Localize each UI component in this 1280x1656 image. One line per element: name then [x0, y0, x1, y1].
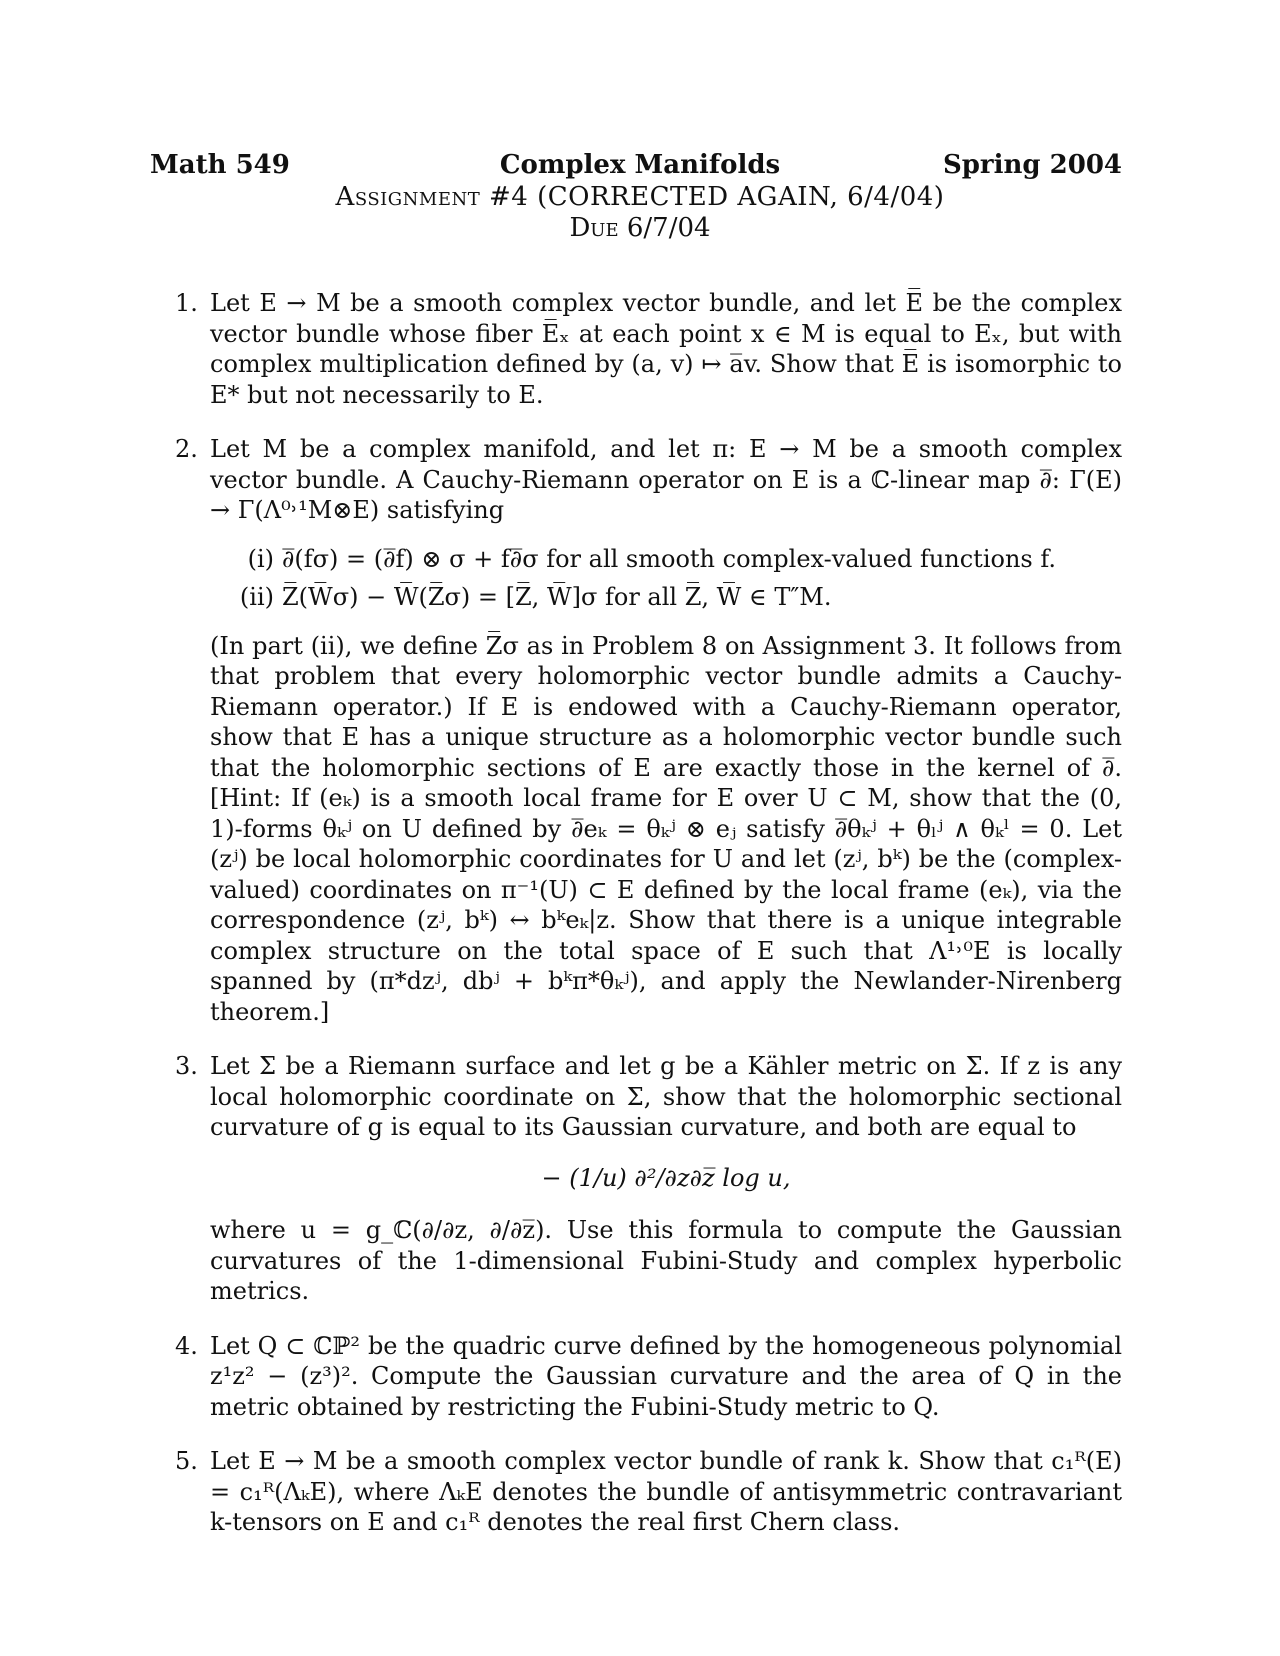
problem-5	[175, 1446, 1122, 1538]
problem-number: 1.	[175, 289, 198, 317]
problem-text: Let E → M be a smooth complex vector bundle, and let E̅ be the complex vector bundle whose fiber E̅ₓ at each point x ∈ M is equal to Eₓ, but with complex multiplication defined by (a, v) ↦ a̅v. Show that E̅ is isomorphic to E* but not necessarily to E.	[210, 289, 1122, 409]
course-label: Math 549	[150, 150, 290, 180]
assignment-subtitle	[0, 182, 1280, 212]
problem-number: 3.	[175, 1052, 198, 1080]
problem-text: Let Q ⊂ ℂℙ² be the quadric curve defined by the homogeneous polynomial z¹z² − (z³)². Compute the Gaussian curvature and the area of Q in the metric obtained by restricting the Fubini-Study metric to Q.	[210, 1331, 1122, 1421]
problem-3	[175, 1051, 1122, 1307]
page-title: Complex Manifolds	[499, 150, 781, 180]
assignment-details: #4 (CORRECTED AGAIN, 6/4/04)	[480, 182, 945, 212]
due-word: Due	[569, 213, 619, 243]
condition-list	[210, 544, 1122, 613]
problem-2	[175, 434, 1122, 1027]
condition-label: (ii)	[239, 583, 274, 611]
condition-item	[228, 582, 1122, 613]
problem-text: Let E → M be a smooth complex vector bundle of rank k. Show that c₁ᴿ(E) = c₁ᴿ(ΛₖE), where ΛₖE denotes the bundle of antisymmetric contravariant k-tensors on E and c₁ᴿ denotes the real first Chern class.	[210, 1447, 1122, 1536]
due-line	[0, 213, 1280, 243]
condition-label: (i)	[247, 544, 274, 573]
problem-intro: Let M be a complex manifold, and let π: E → M be a smooth complex vector bundle. A Cauchy-Riemann operator on E is a ℂ-linear map ∂̅: Γ(E) → Γ(Λ⁰˒¹M⊗E) satisfying	[210, 435, 1122, 524]
due-date: 6/7/04	[618, 213, 711, 243]
problem-body: (In part (ii), we define Z̅σ as in Problem 8 on Assignment 3. It follows from that problem that every holomorphic vector bundle admits a Cauchy-Riemann operator.) If E is endowed with a Cauchy-Riemann operator, show that E has a unique structure as a holomorphic vector bundle such that the holomorphic sections of E are exactly those in the kernel of ∂̅. [Hint: If (eₖ) is a smooth local frame for E over U ⊂ M, show that the (0, 1)-forms θₖʲ on U defined by ∂̅eₖ = θₖʲ ⊗ eⱼ satisfy ∂̅θₖʲ + θₗʲ ∧ θₖˡ = 0. Let (zʲ) be local holomorphic coordinates for U and let (zʲ, bᵏ) be the (complex-valued) coordinates on π⁻¹(U) ⊂ E defined by the local frame (eₖ), via the correspondence (zʲ, bᵏ) ↔ bᵏeₖ|z. Show that there is a unique integrable complex structure on the total space of E such that Λ¹˒⁰E is locally spanned by (π*dzʲ, dbʲ + bᵏπ*θₖʲ), and apply the Newlander-Nirenberg theorem.]	[210, 631, 1122, 1026]
problem-number: 5.	[175, 1447, 198, 1475]
condition-text: Z̅(W̅σ) − W̅(Z̅σ) = [Z̅, W̅]σ for all Z̅, W̅ ∈ T″M.	[282, 583, 832, 611]
problem-after: where u = g_ℂ(∂/∂z, ∂/∂z̅). Use this formula to compute the Gaussian curvatures of the 1-dimensional Fubini-Study and complex hyperbolic metrics.	[210, 1216, 1122, 1305]
assignment-word: Assignment	[335, 182, 481, 212]
problem-intro: Let Σ be a Riemann surface and let g be a Kähler metric on Σ. If z is any local holomorphic coordinate on Σ, show that the holomorphic sectional curvature of g is equal to its Gaussian curvature, and both are equal to	[210, 1052, 1122, 1141]
problem-number: 4.	[175, 1331, 198, 1360]
condition-text: ∂̅(fσ) = (∂̅f) ⊗ σ + f∂̅σ for all smooth complex-valued functions f.	[282, 544, 1057, 573]
problem-number: 2.	[175, 435, 198, 463]
condition-item	[228, 544, 1122, 575]
problem-list	[175, 288, 1122, 1562]
display-equation: − (1/u) ∂²/∂z∂z̅ log u,	[541, 1163, 791, 1192]
problem-4	[175, 1331, 1122, 1423]
problem-1	[175, 288, 1122, 410]
term-label: Spring 2004	[942, 150, 1122, 180]
